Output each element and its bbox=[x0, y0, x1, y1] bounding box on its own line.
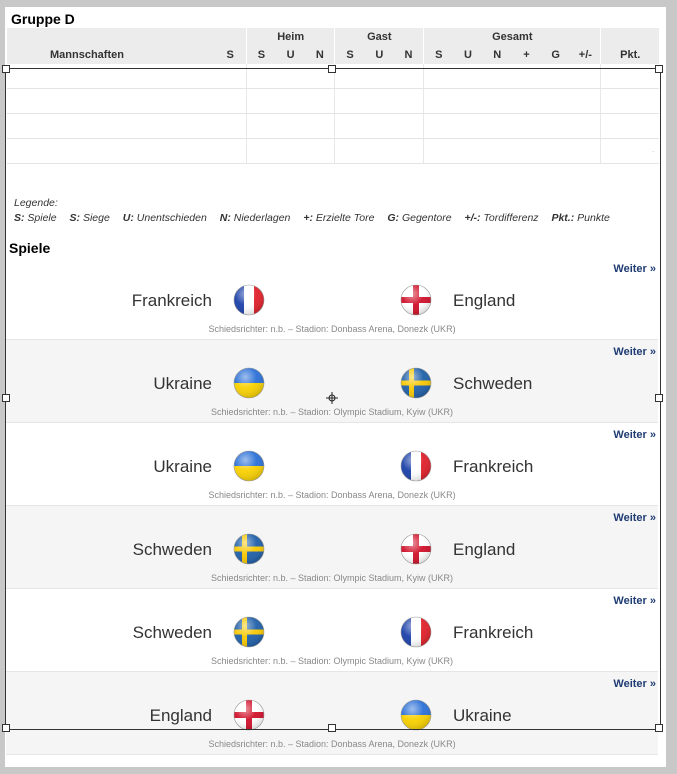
france-flag-icon bbox=[400, 616, 432, 648]
match-info: Schiedsrichter: n.b. – Stadion: Olympic Stadium, Kyiw (UKR) bbox=[210, 573, 454, 583]
match-list bbox=[6, 257, 658, 755]
weiter-link[interactable]: Weiter » bbox=[613, 429, 656, 441]
ukraine-flag-icon bbox=[400, 699, 432, 731]
away-team: Frankreich bbox=[453, 457, 534, 476]
ukraine-flag-icon bbox=[233, 450, 265, 482]
match-row bbox=[6, 589, 658, 672]
match-row bbox=[6, 672, 658, 755]
legend-items bbox=[14, 211, 610, 226]
resize-handle-top-left[interactable] bbox=[2, 65, 10, 73]
away-team: Ukraine bbox=[453, 706, 512, 725]
match-info: Schiedsrichter: n.b. – Stadion: Olympic Stadium, Kyiw (UKR) bbox=[210, 407, 454, 417]
home-team: Frankreich bbox=[131, 291, 212, 310]
heim-header: Heim bbox=[246, 28, 335, 46]
table-row: · bbox=[7, 139, 659, 164]
home-team: Ukraine bbox=[153, 374, 212, 393]
legend-item: +: Erzielte Tore bbox=[303, 212, 375, 224]
points-column-header: Pkt. bbox=[601, 46, 659, 64]
match-info: Schiedsrichter: n.b. – Stadion: Donbass Arena, Donezk (UKR) bbox=[208, 739, 456, 749]
france-flag-icon bbox=[233, 284, 265, 316]
heim-s-header: S bbox=[246, 46, 276, 64]
away-team: England bbox=[453, 291, 516, 310]
legend bbox=[14, 196, 610, 226]
home-team: Schweden bbox=[132, 623, 212, 642]
gast-n-header: N bbox=[394, 46, 424, 64]
weiter-link[interactable]: Weiter » bbox=[613, 678, 656, 690]
legend-item: +/-: Tordifferenz bbox=[464, 212, 539, 224]
gast-s-header: S bbox=[335, 46, 365, 64]
legend-item: G: Gegentore bbox=[387, 212, 452, 224]
home-team: England bbox=[149, 706, 212, 725]
away-team: Schweden bbox=[453, 374, 533, 393]
table-row bbox=[7, 114, 659, 139]
resize-handle-left[interactable] bbox=[2, 394, 10, 402]
match-info: Schiedsrichter: n.b. – Stadion: Donbass Arena, Donezk (UKR) bbox=[208, 324, 456, 334]
gesamt-g-header: G bbox=[541, 46, 570, 64]
away-team: England bbox=[453, 540, 516, 559]
heim-u-header: U bbox=[276, 46, 305, 64]
standings-header-cols bbox=[7, 46, 659, 64]
standings-table bbox=[7, 28, 659, 164]
match-row bbox=[6, 423, 658, 506]
gesamt-u-header: U bbox=[453, 46, 482, 64]
gast-header: Gast bbox=[335, 28, 424, 46]
home-team: Ukraine bbox=[153, 457, 212, 476]
match-row bbox=[6, 340, 658, 423]
resize-handle-right[interactable] bbox=[655, 394, 663, 402]
weiter-link[interactable]: Weiter » bbox=[613, 512, 656, 524]
match-info: Schiedsrichter: n.b. – Stadion: Donbass Arena, Donezk (UKR) bbox=[208, 490, 456, 500]
resize-handle-bottom[interactable] bbox=[328, 724, 336, 732]
sweden-flag-icon bbox=[400, 367, 432, 399]
team-column-header: Mannschaften bbox=[50, 49, 124, 61]
resize-handle-bottom-left[interactable] bbox=[2, 724, 10, 732]
weiter-link[interactable]: Weiter » bbox=[613, 263, 656, 275]
match-row bbox=[6, 506, 658, 589]
france-flag-icon bbox=[400, 450, 432, 482]
gesamt-diff-header: +/- bbox=[570, 46, 601, 64]
legend-title: Legende: bbox=[14, 197, 58, 209]
standings-header-groups bbox=[7, 28, 659, 46]
resize-handle-bottom-right[interactable] bbox=[655, 724, 663, 732]
legend-item: S: Spiele bbox=[14, 212, 57, 224]
matches-title: Spiele bbox=[9, 240, 51, 256]
resize-handle-top-right[interactable] bbox=[655, 65, 663, 73]
legend-item: N: Niederlagen bbox=[219, 212, 291, 224]
england-flag-icon bbox=[233, 699, 265, 731]
match-row bbox=[6, 257, 658, 340]
home-team: Schweden bbox=[132, 540, 212, 559]
table-row bbox=[7, 89, 659, 114]
gesamt-header: Gesamt bbox=[424, 28, 601, 46]
legend-item: U: Unentschieden bbox=[122, 212, 207, 224]
gesamt-s-header: S bbox=[424, 46, 454, 64]
heim-n-header: N bbox=[305, 46, 335, 64]
gesamt-n-header: N bbox=[483, 46, 512, 64]
weiter-link[interactable]: Weiter » bbox=[613, 595, 656, 607]
england-flag-icon bbox=[400, 533, 432, 565]
legend-item: Pkt.: Punkte bbox=[551, 212, 610, 224]
match-info: Schiedsrichter: n.b. – Stadion: Olympic Stadium, Kyiw (UKR) bbox=[210, 656, 454, 666]
group-title: Gruppe D bbox=[11, 11, 75, 27]
sweden-flag-icon bbox=[233, 533, 265, 565]
games-column-header: S bbox=[226, 49, 234, 61]
resize-handle-top[interactable] bbox=[328, 65, 336, 73]
group-page bbox=[5, 7, 666, 767]
sweden-flag-icon bbox=[233, 616, 265, 648]
england-flag-icon bbox=[400, 284, 432, 316]
move-crosshair-icon[interactable] bbox=[326, 392, 338, 404]
away-team: Frankreich bbox=[453, 623, 534, 642]
weiter-link[interactable]: Weiter » bbox=[613, 346, 656, 358]
gast-u-header: U bbox=[365, 46, 394, 64]
ukraine-flag-icon bbox=[233, 367, 265, 399]
legend-item: S: Siege bbox=[69, 212, 110, 224]
gesamt-plus-header: + bbox=[512, 46, 541, 64]
